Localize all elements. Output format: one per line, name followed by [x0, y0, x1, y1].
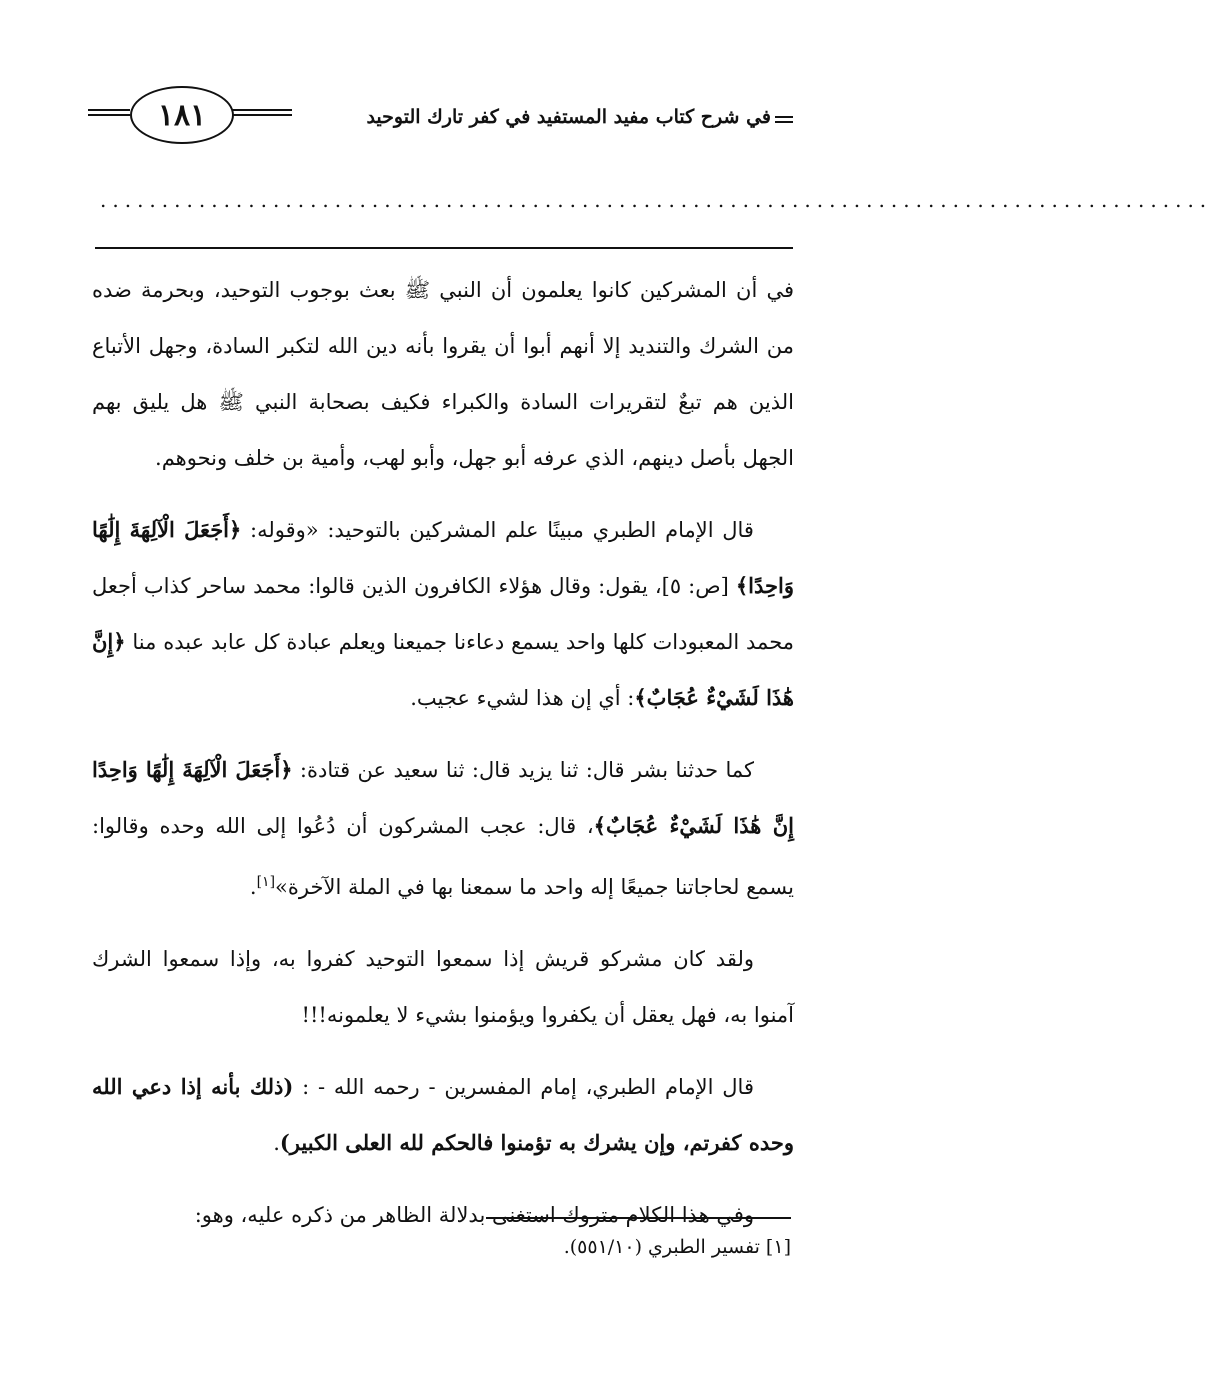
quran-verse: ﴿أَجَعَلَ الْآلِهَةَ إِلَٰهًا وَاحِدًا﴾ [92, 517, 794, 598]
paragraph [92, 502, 794, 726]
footnote: [١] تفسير الطبري (٥٥١/١٠). [563, 1236, 791, 1258]
paragraph-text: ، قال: عجب المشركون أن دُعُوا إلى الله وحده وقالوا: يسمع لحاجاتنا جميعًا إله واحد ما سمعنا بها في الملة الآخرة» [92, 814, 794, 899]
paragraph-text: . [249, 875, 257, 899]
paragraph-text: قال الإمام الطبري مبينًا علم المشركين بالتوحيد: «وقوله: [241, 518, 754, 542]
paragraph [92, 1059, 794, 1171]
paragraph-text: . [273, 1131, 280, 1155]
page-header [88, 86, 793, 150]
paragraph: وفي هذا الكلام متروك استغنى بدلالة الظاهر من ذكره عليه، وهو: [194, 1203, 754, 1227]
paragraph: في أن المشركين كانوا يعلمون أن النبي ﷺ بعث بوجوب التوحيد، وبحرمة ضده من الشرك والتنديد إلا أنهم أبوا أن يقروا بأنه دين الله لتكبر السادة، وجهل الأتباع الذين هم تبعٌ لتقريرات السادة والكبراء فكيف بصحابة النبي ﷺ هل يليق بهم الجهل بأصل دينهم، الذي عرفه أبو جهل، وأبو لهب، وأمية بن خلف ونحوهم. [92, 278, 794, 470]
quran-verse: ﴿أَجَعَلَ الْآلِهَةَ إِلَٰهًا وَاحِدًا إِنَّ هَٰذَا لَشَيْءٌ عُجَابٌ﴾ [92, 757, 794, 838]
main-text [92, 262, 794, 1243]
paragraph [92, 742, 794, 915]
quoted-text: (ذلك بأنه إذا دعي الله وحده كفرتم، وإن يشرك به تؤمنوا فالحكم لله العلى الكبير) [92, 1074, 794, 1155]
paragraph-text: : أي إن هذا لشيء عجيب. [410, 686, 635, 710]
paragraph-text: كما حدثنا بشر قال: ثنا يزيد قال: ثنا سعيد عن قتادة: [292, 758, 754, 782]
running-title: في شرح كتاب مفيد المستفيد في كفر تارك التوحيد [366, 106, 771, 128]
header-ornament-line [232, 109, 292, 116]
footnote-rule [486, 1217, 791, 1219]
paragraph: ولقد كان مشركو قريش إذا سمعوا التوحيد كفروا به، وإذا سمعوا الشرك آمنوا به، فهل يعقل أن يكفروا ويؤمنوا بشيء لا يعلمونه!!! [92, 947, 794, 1027]
footnote-reference: [١] [256, 874, 276, 890]
title-ornament-icon [775, 116, 793, 123]
header-ornament-line [88, 109, 130, 116]
page-number: ١٨١ [157, 97, 207, 133]
paragraph-text: [ص: ٥]، يقول: وقال هؤلاء الكافرون الذين قالوا: محمد ساحر كذاب أجعل محمد المعبودات كلها واحد يسمع دعاءنا جميعنا ويعلم عبادة كل عابد عبده منا [92, 574, 794, 654]
page-number-badge [130, 86, 234, 144]
dotted-separator: .......................................................................................... [100, 188, 1212, 212]
paragraph-text: قال الإمام الطبري، إمام المفسرين - رحمه الله - : [293, 1075, 754, 1099]
quran-verse: ﴿إِنَّ هَٰذَا لَشَيْءٌ عُجَابٌ﴾ [92, 629, 794, 710]
header-rule [95, 247, 793, 249]
